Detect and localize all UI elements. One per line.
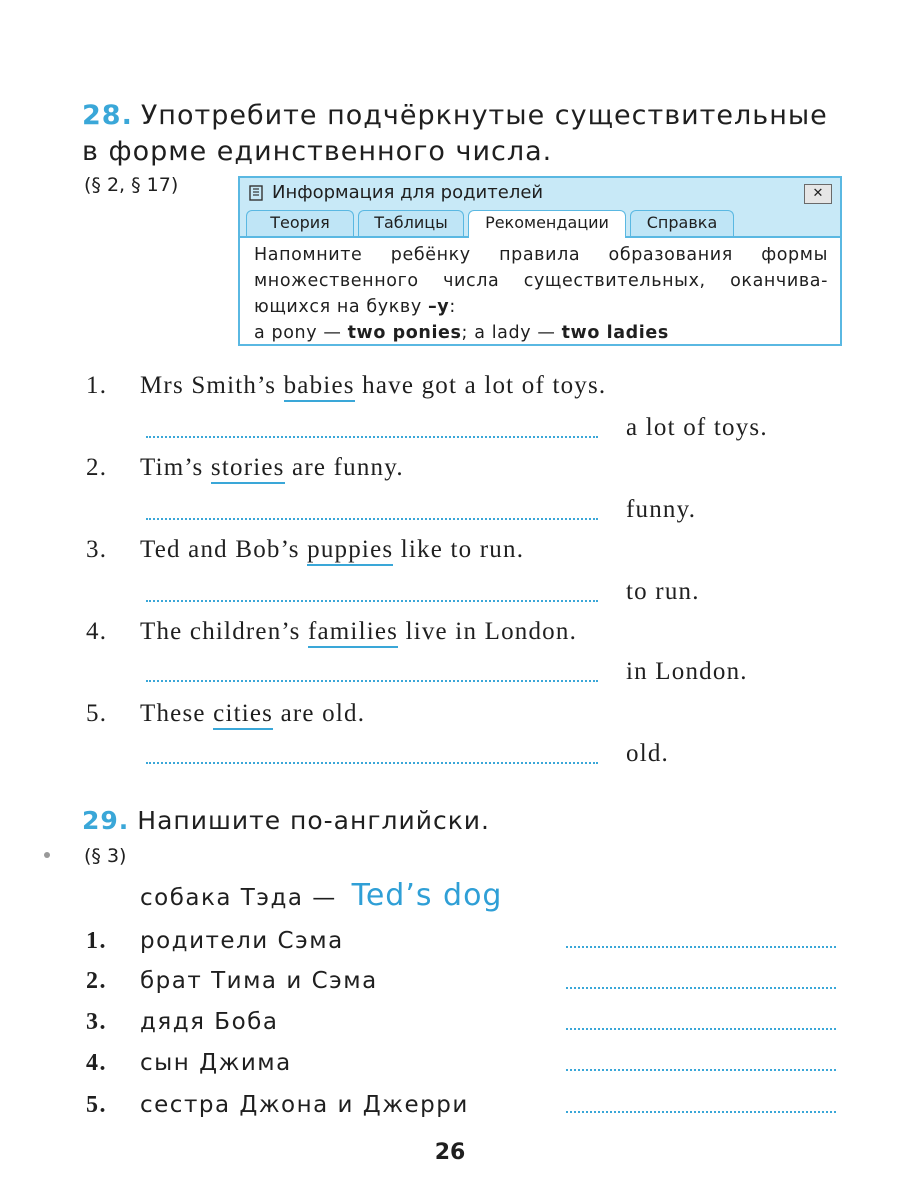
item-text: The children’s [140, 618, 301, 645]
answer-line[interactable] [566, 946, 836, 948]
exercise-28-item-4 [86, 618, 577, 646]
underlined-noun: babies [284, 372, 355, 402]
exercise-28-item-1 [86, 372, 606, 400]
item-text: live in London. [405, 618, 578, 645]
answer-line[interactable] [566, 987, 836, 989]
item-number: 3. [86, 536, 108, 563]
example-row [140, 878, 502, 913]
grammar-reference: (§ 2, § 17) [84, 174, 179, 196]
item-number: 5. [86, 1092, 107, 1118]
exercise-28-item-3 [86, 536, 524, 564]
close-button[interactable]: ✕ [804, 184, 832, 204]
answer-tail: in London. [626, 658, 748, 685]
info-box-title: Информация для родителей [272, 182, 544, 203]
page-number: 26 [434, 1140, 466, 1165]
exercise-29-item-2 [86, 968, 378, 995]
item-number: 2. [86, 968, 107, 994]
answer-line[interactable] [566, 1028, 836, 1030]
item-text: сын Джима [140, 1050, 292, 1076]
info-example: two ponies [347, 323, 462, 343]
parents-info-box [238, 176, 842, 346]
item-number: 4. [86, 618, 108, 645]
underlined-noun: puppies [307, 536, 393, 566]
info-box-text: Напомните ребёнку правила образования формы множественного числа существительных, оканчива- ющихся на букву –у: a pony — two ponies; a lady — two ladies [254, 245, 828, 343]
underlined-noun: cities [213, 700, 273, 730]
item-text: Mrs Smith’s [140, 372, 277, 399]
info-example: a lady [474, 323, 532, 343]
item-text: are old. [280, 700, 366, 727]
item-text: These [140, 700, 206, 727]
answer-line[interactable] [566, 1069, 836, 1071]
item-text: сестра Джона и Джерри [140, 1092, 469, 1118]
example-answer: Ted’s dog [351, 878, 503, 913]
item-text: Ted and Bob’s [140, 536, 300, 563]
underlined-noun: families [308, 618, 398, 648]
tab-tables[interactable]: Таблицы [358, 210, 464, 236]
item-text: родители Сэма [140, 928, 344, 954]
item-number: 5. [86, 700, 108, 727]
exercise-28-item-5 [86, 700, 365, 728]
info-tabs [240, 208, 840, 238]
item-number: 1. [86, 372, 108, 399]
grammar-reference: (§ 3) [84, 845, 127, 867]
exercise-29-title [82, 806, 490, 835]
example-russian: собака Тэда — [140, 885, 337, 911]
item-number: 1. [86, 928, 107, 954]
item-text: Tim’s [140, 454, 204, 481]
answer-line[interactable] [146, 600, 598, 602]
item-text: дядя Боба [140, 1009, 279, 1035]
answer-tail: funny. [626, 496, 697, 523]
scan-dot [44, 852, 50, 858]
answer-line[interactable] [146, 436, 598, 438]
book-icon [248, 185, 264, 201]
info-example: two ladies [561, 323, 669, 343]
answer-line[interactable] [146, 762, 598, 764]
exercise-29-item-3 [86, 1009, 278, 1036]
exercise-instruction: Напишите по-английски. [137, 806, 490, 835]
answer-tail: old. [626, 740, 669, 767]
item-text: have got a lot of toys. [362, 372, 607, 399]
info-example: a pony [254, 323, 318, 343]
answer-tail: to run. [626, 578, 700, 605]
exercise-29-item-5 [86, 1092, 469, 1119]
exercise-29-item-1 [86, 928, 344, 955]
item-number: 2. [86, 454, 108, 481]
exercise-instruction: Употребите подчёркнутые существительные в форме единственного числа. [82, 100, 828, 167]
answer-tail: a lot of toys. [626, 414, 768, 441]
item-number: 3. [86, 1009, 107, 1035]
tab-reference[interactable]: Справка [630, 210, 734, 236]
item-text: like to run. [400, 536, 525, 563]
exercise-number: 28. [82, 100, 133, 131]
exercise-number: 29. [82, 806, 130, 835]
info-box-header [240, 178, 840, 208]
exercise-28-item-2 [86, 454, 404, 482]
item-text: are funny. [292, 454, 404, 481]
info-rule-text: Напомните ребёнку правила образования формы множественного числа существительных, оканчива- ющихся на букву [254, 245, 828, 317]
tab-recommendations[interactable]: Рекомендации [468, 210, 626, 238]
item-number: 4. [86, 1050, 107, 1076]
answer-line[interactable] [566, 1111, 836, 1113]
answer-line[interactable] [146, 518, 598, 520]
exercise-28-title [82, 98, 852, 170]
answer-line[interactable] [146, 680, 598, 682]
info-letter: –у [427, 297, 450, 317]
tab-theory[interactable]: Теория [246, 210, 354, 236]
item-text: брат Тима и Сэма [140, 968, 378, 994]
underlined-noun: stories [211, 454, 285, 484]
exercise-29-item-4 [86, 1050, 292, 1077]
